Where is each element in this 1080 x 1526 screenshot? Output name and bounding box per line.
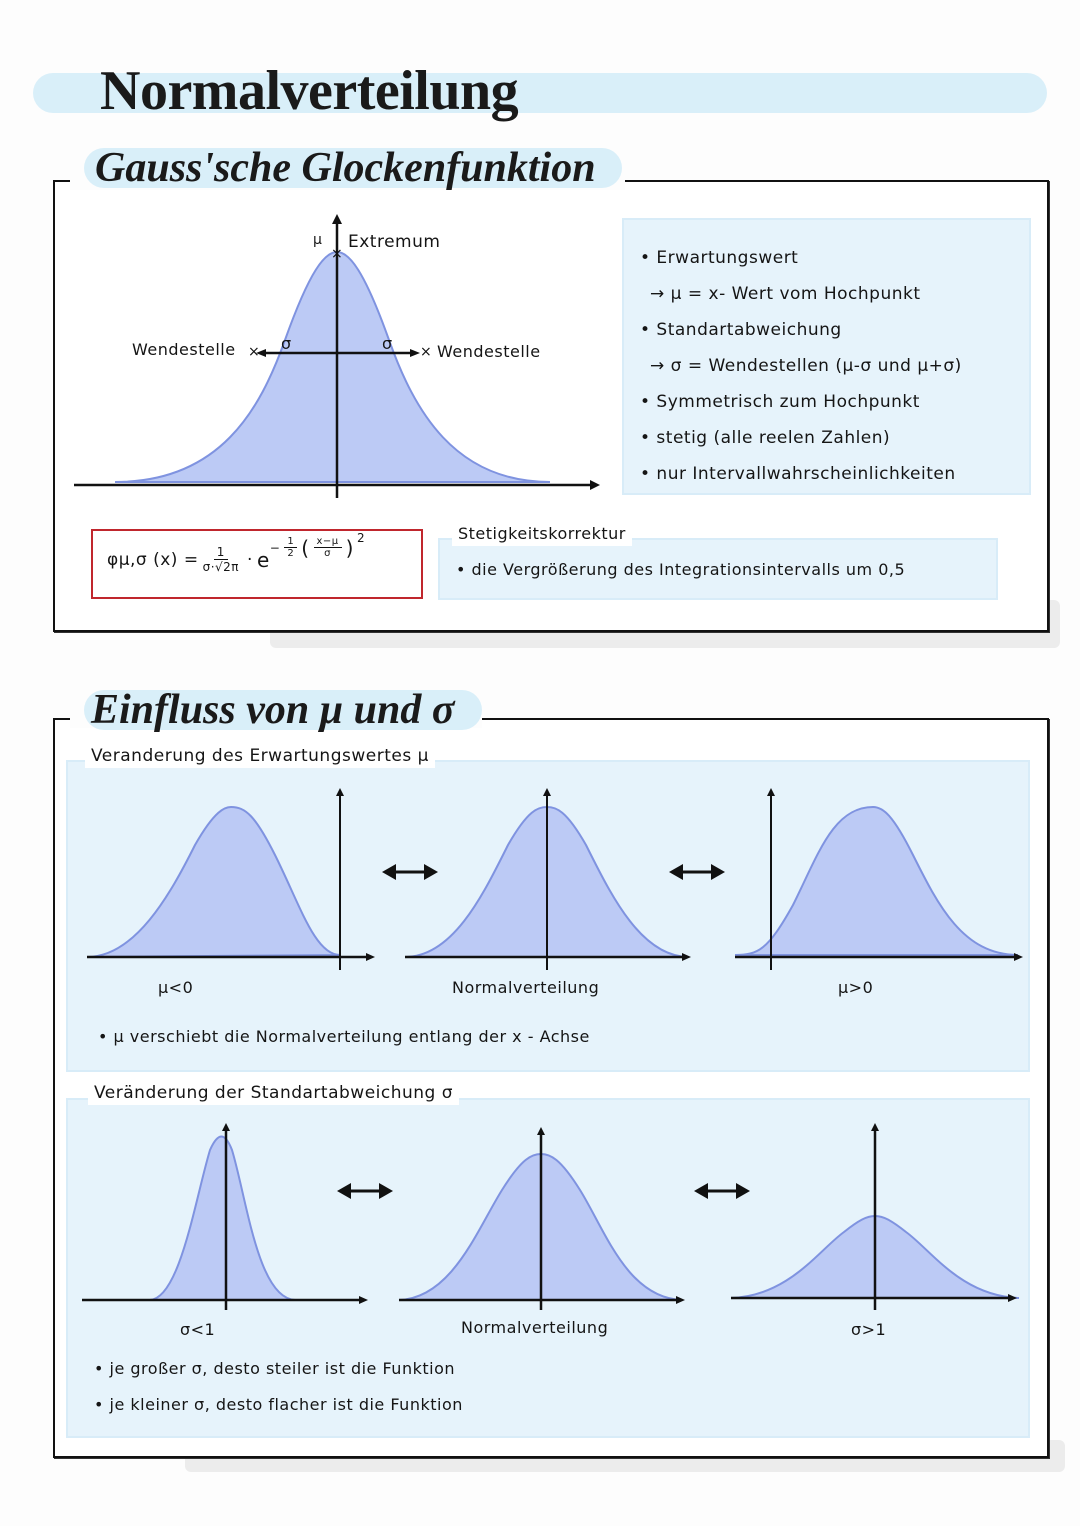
fraction-denominator: σ·√2π — [202, 560, 240, 574]
formula-dot: · — [247, 549, 253, 570]
double-arrow-icon — [669, 862, 725, 882]
half-denominator: 2 — [287, 548, 295, 559]
mu-label: μ — [313, 232, 323, 248]
exponent-sign: − — [269, 540, 281, 555]
mu-negative-chart — [85, 785, 385, 975]
exponent-power: 2 — [356, 530, 366, 545]
property-item: • nur Intervallwahrscheinlichkeiten — [640, 464, 956, 484]
mu-note: • μ verschiebt die Normalverteilung entlang der x - Achse — [98, 1027, 590, 1046]
mu-normal-label: Normalverteilung — [452, 978, 600, 997]
property-item: • Erwartungswert — [640, 248, 799, 268]
svg-text:×: × — [248, 344, 260, 360]
formula-exponent — [269, 530, 366, 560]
formula-base-e: e — [256, 547, 270, 572]
sigma-large-chart — [729, 1120, 1029, 1310]
sigma-large-label: σ>1 — [851, 1320, 887, 1339]
extremum-label: Extremum — [348, 232, 441, 252]
section-title-influence: Einfluss von μ und σ — [91, 687, 455, 733]
sigma-left-label: σ — [281, 334, 292, 353]
continuity-text: • die Vergrößerung des Integrationsintervalls um 0,5 — [456, 560, 906, 579]
half-numerator: 1 — [284, 536, 297, 548]
property-item: → μ = x- Wert vom Hochpunkt — [650, 284, 921, 304]
property-item: • stetig (alle reelen Zahlen) — [640, 428, 891, 448]
fraction-numerator: 1 — [214, 545, 228, 560]
section-title-gauss: Gauss'sche Glockenfunktion — [95, 145, 596, 191]
sigma-normal-label: Normalverteilung — [461, 1318, 609, 1337]
sigma-note: • je kleiner σ, desto flacher ist die Funktion — [94, 1395, 463, 1414]
mu-zero-chart — [403, 785, 703, 975]
exponent-inner-fraction — [314, 536, 342, 559]
double-arrow-icon — [337, 1181, 393, 1201]
right-inflection-label: Wendestelle — [437, 342, 541, 361]
mu-positive-label: μ>0 — [838, 978, 874, 997]
page-title: Normalverteilung — [100, 60, 519, 122]
svg-text:×: × — [420, 344, 432, 360]
exponent-open-paren: ( — [301, 535, 310, 560]
mu-negative-label: μ<0 — [158, 978, 194, 997]
exponent-close-paren: ) — [345, 535, 354, 560]
sigma-note: • je großer σ, desto steiler ist die Funktion — [94, 1359, 455, 1378]
sigma-small-chart — [80, 1120, 380, 1310]
svg-text:×: × — [331, 246, 343, 262]
continuity-title: Stetigkeitskorrektur — [452, 522, 632, 546]
formula-lhs: φμ,σ (x) = — [107, 549, 199, 570]
sigma-right-label: σ — [382, 334, 393, 353]
properties-box — [622, 218, 1031, 495]
property-item: • Standartabweichung — [640, 320, 842, 340]
mu-positive-chart — [733, 785, 1033, 975]
density-formula-box — [91, 529, 423, 599]
sigma-small-label: σ<1 — [180, 1320, 216, 1339]
properties-list — [640, 240, 1029, 492]
property-item: • Symmetrisch zum Hochpunkt — [640, 392, 920, 412]
left-inflection-label: Wendestelle — [132, 340, 236, 359]
sigma-normal-chart — [397, 1120, 697, 1310]
mu-block-title: Veranderung des Erwartungswertes μ — [85, 744, 435, 768]
inner-numerator: x−μ — [314, 536, 342, 548]
bell-curve — [115, 252, 550, 482]
sigma-block-title: Veränderung der Standartabweichung σ — [88, 1081, 459, 1105]
inner-denominator: σ — [324, 548, 331, 559]
formula-fraction — [203, 545, 239, 574]
property-item: → σ = Wendestellen (μ-σ und μ+σ) — [650, 356, 962, 376]
exponent-half — [284, 536, 297, 559]
